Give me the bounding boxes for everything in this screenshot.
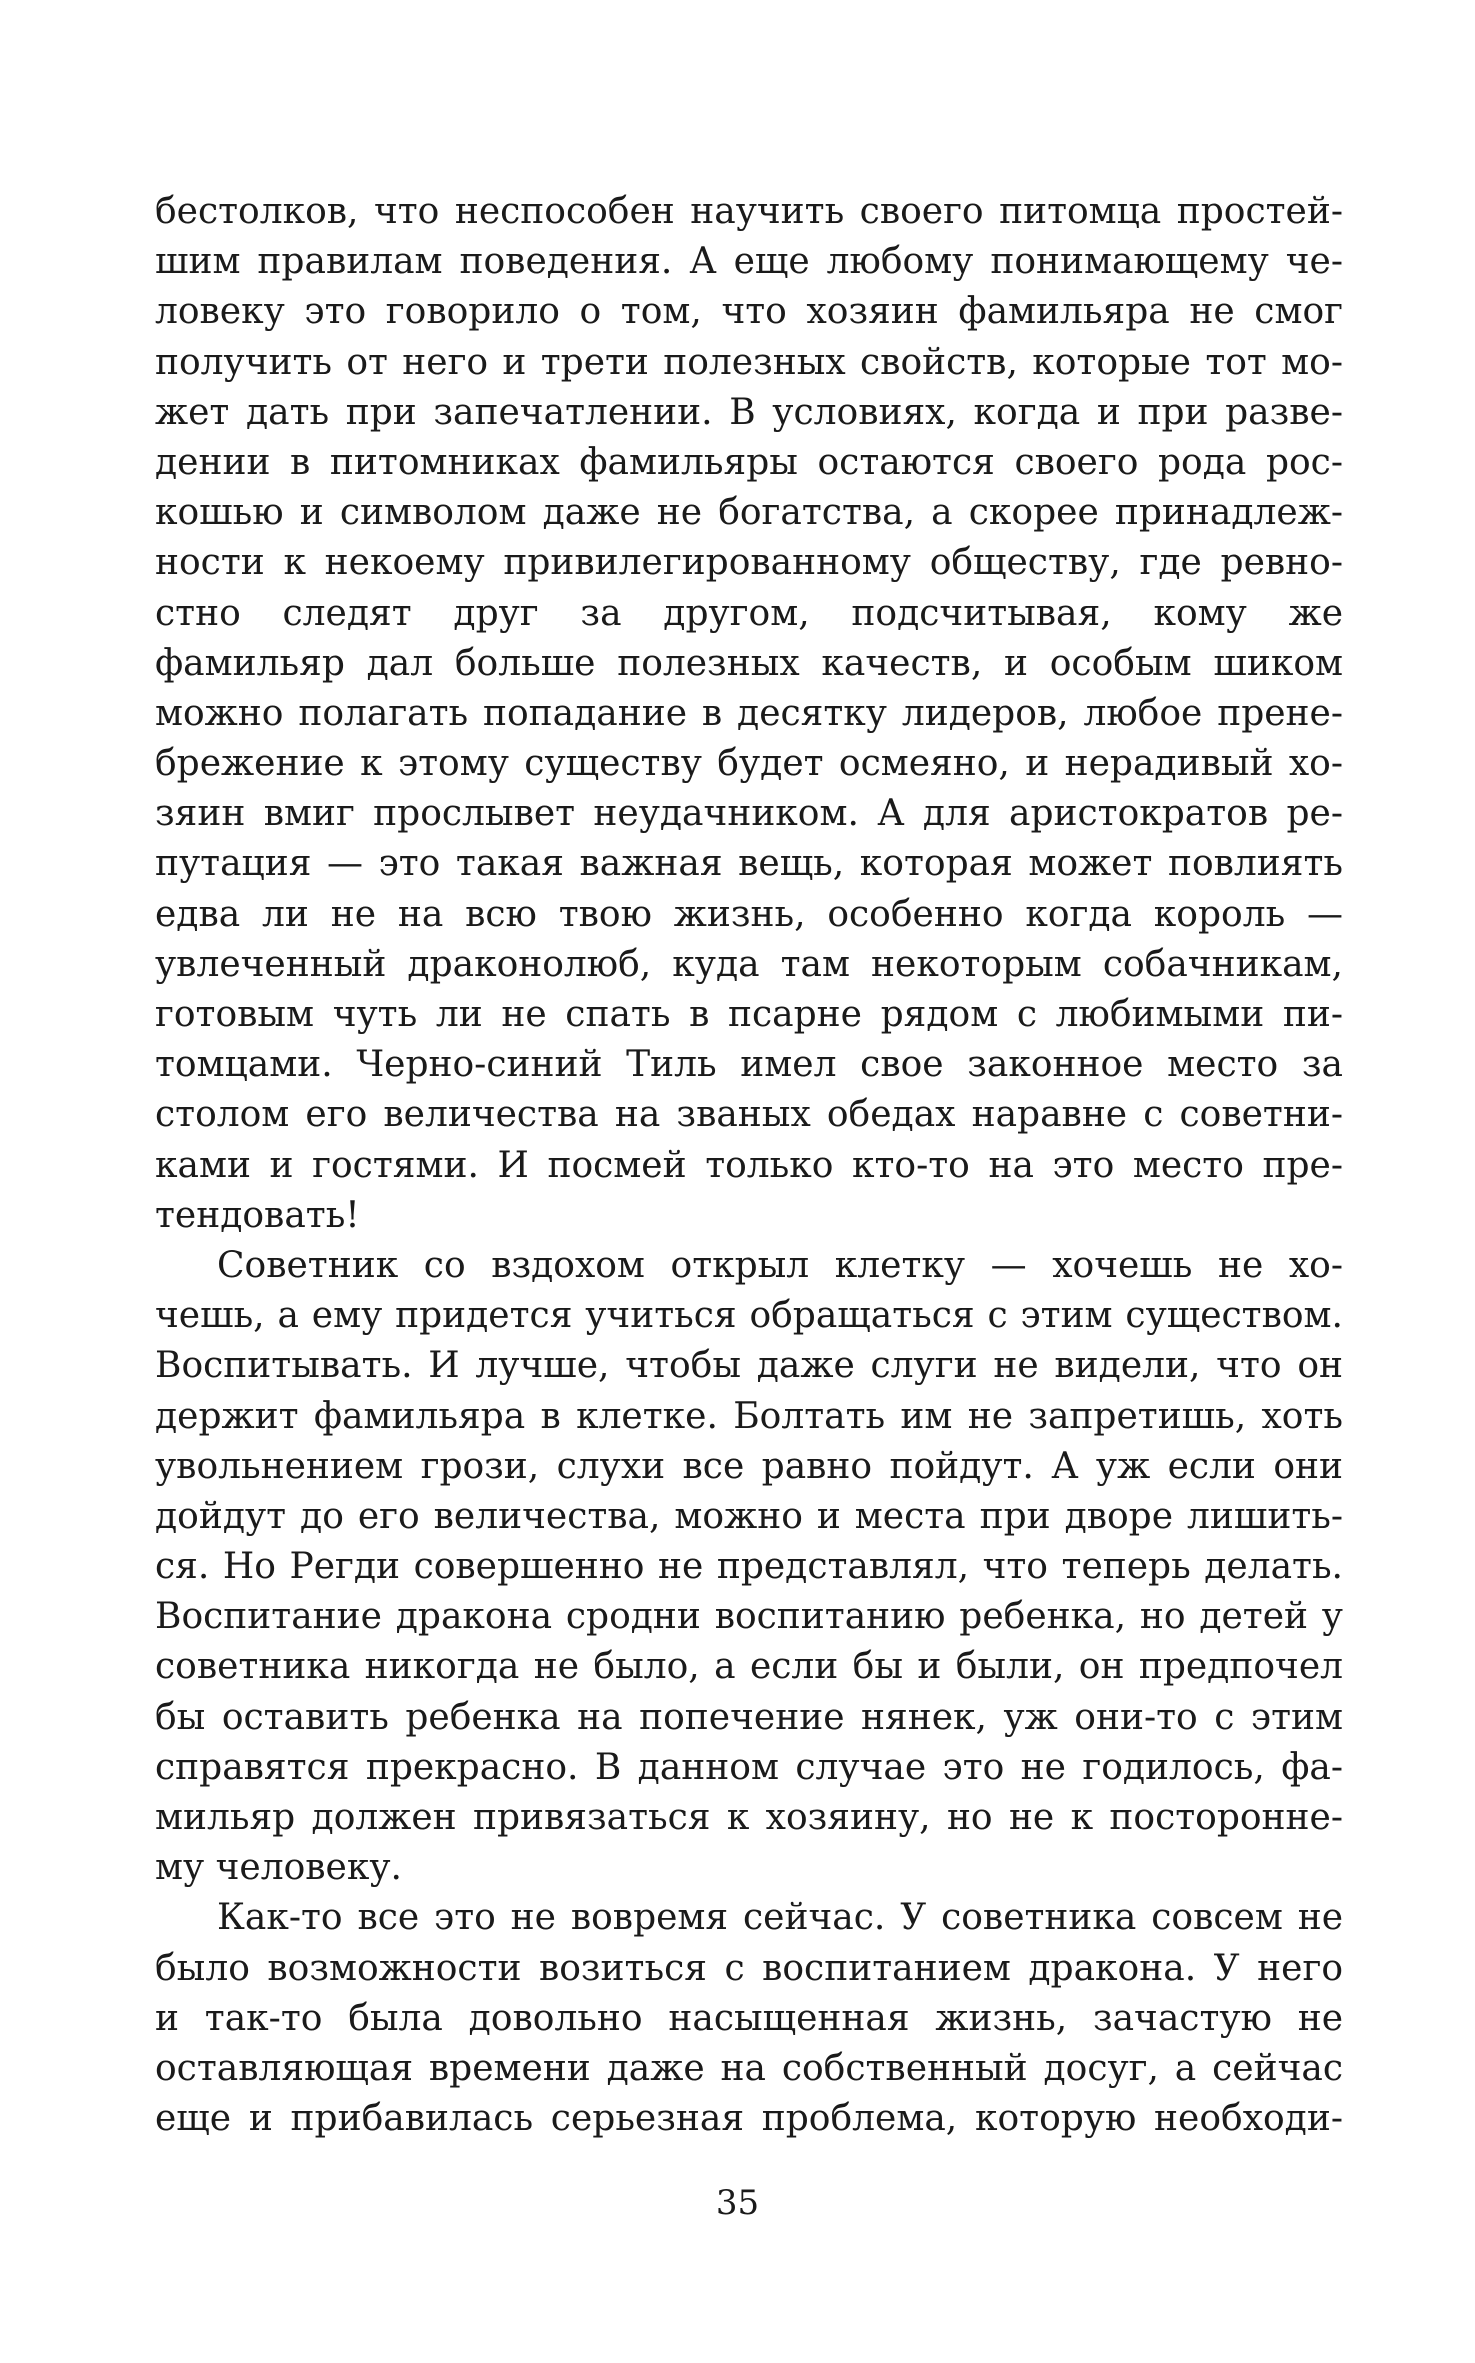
text-line: было возможности возиться с воспитанием дракона. У него <box>155 1947 1343 1989</box>
text-line: оставляющая времени даже на собственный досуг, а сейчас <box>155 2047 1343 2089</box>
text-line: Воспитание дракона сродни воспитанию ребенка, но детей у <box>155 1596 1343 1638</box>
text-line: дении в питомниках фамильяры остаются своего рода рос- <box>155 441 1343 483</box>
text-line: дойдут до его величества, можно и места при дворе лишить- <box>155 1495 1343 1537</box>
text-line: справятся прекрасно. В данном случае это не годилось, фа- <box>155 1746 1343 1788</box>
text-line: фамильяр дал больше полезных качеств, и особым шиком <box>155 642 1343 684</box>
page-number: 35 <box>715 2183 760 2223</box>
text-line: му человеку. <box>155 1847 402 1889</box>
text-line: держит фамильяра в клетке. Болтать им не запретишь, хоть <box>155 1395 1343 1437</box>
text-line: увлеченный драконолюб, куда там некоторым собачникам, <box>155 943 1343 985</box>
text-line: жет дать при запечатлении. В условиях, когда и при разве- <box>155 391 1343 433</box>
text-line: мильяр должен привязаться к хозяину, но не к постороннe- <box>155 1797 1343 1838</box>
text-line: томцами. Черно-синий Тиль имел свое законное место за <box>155 1044 1343 1086</box>
text-line: советника никогда не было, а если бы и были, он предпочел <box>155 1646 1343 1688</box>
text-line: тендовать! <box>155 1194 360 1236</box>
text-line: еще и прибавилась серьезная проблема, которую необходи- <box>155 2098 1343 2140</box>
text-line: ся. Но Регди совершенно не представлял, что теперь делать. <box>155 1546 1343 1588</box>
text-line: стно следят друг за другом, подсчитывая, кому же <box>155 592 1343 634</box>
text-line: едва ли не на всю твою жизнь, особенно когда король — <box>155 893 1343 935</box>
body-text <box>155 187 1343 2144</box>
text-line: ками и гостями. И посмей только кто-то на это место пре- <box>155 1144 1343 1186</box>
text-line: зяин вмиг прослывет неудачником. А для аристократов ре- <box>155 793 1343 835</box>
text-line: Как-то все это не вовремя сейчас. У советника совсем не <box>217 1897 1343 1939</box>
text-line: увольнением грози, слухи все равно пойдут. А уж если они <box>155 1445 1343 1487</box>
text-line: бы оставить ребенка на попечение нянек, уж они-то с этим <box>155 1696 1343 1738</box>
text-line: ности к некоему привилегированному обществу, где ревно- <box>155 542 1343 584</box>
text-line: можно полагать попадание в десятку лидеров, любое прене- <box>155 692 1343 734</box>
text-line: путация — это такая важная вещь, которая может повлиять <box>155 843 1343 885</box>
text-line: столом его величества на званых обедах наравне с советни- <box>155 1094 1343 1136</box>
text-line: и так-то была довольно насыщенная жизнь, зачастую не <box>155 1997 1343 2039</box>
text-line: брежение к этому существу будет осмеяно, и нерадивый хо- <box>155 743 1343 785</box>
text-line: чешь, а ему придется учиться обращаться с этим существом. <box>155 1295 1343 1337</box>
text-line: ловеку это говорило о том, что хозяин фамильяра не смог <box>155 291 1343 333</box>
text-line: бестолков, что неспособен научить своего питомца простей- <box>155 191 1343 232</box>
text-line: шим правилам поведения. А еще любому понимающему че- <box>155 241 1343 283</box>
text-line: готовым чуть ли не спать в псарне рядом с любимыми пи- <box>155 994 1343 1035</box>
text-line: кошью и символом даже не богатства, а скорее принадлеж- <box>155 492 1343 534</box>
text-line: Советник со вздохом открыл клетку — хочешь не хо- <box>217 1244 1343 1286</box>
text-line: получить от него и трети полезных свойств, которые тот мо- <box>155 341 1343 383</box>
text-line: Воспитывать. И лучше, чтобы даже слуги не видели, что он <box>155 1345 1343 1387</box>
